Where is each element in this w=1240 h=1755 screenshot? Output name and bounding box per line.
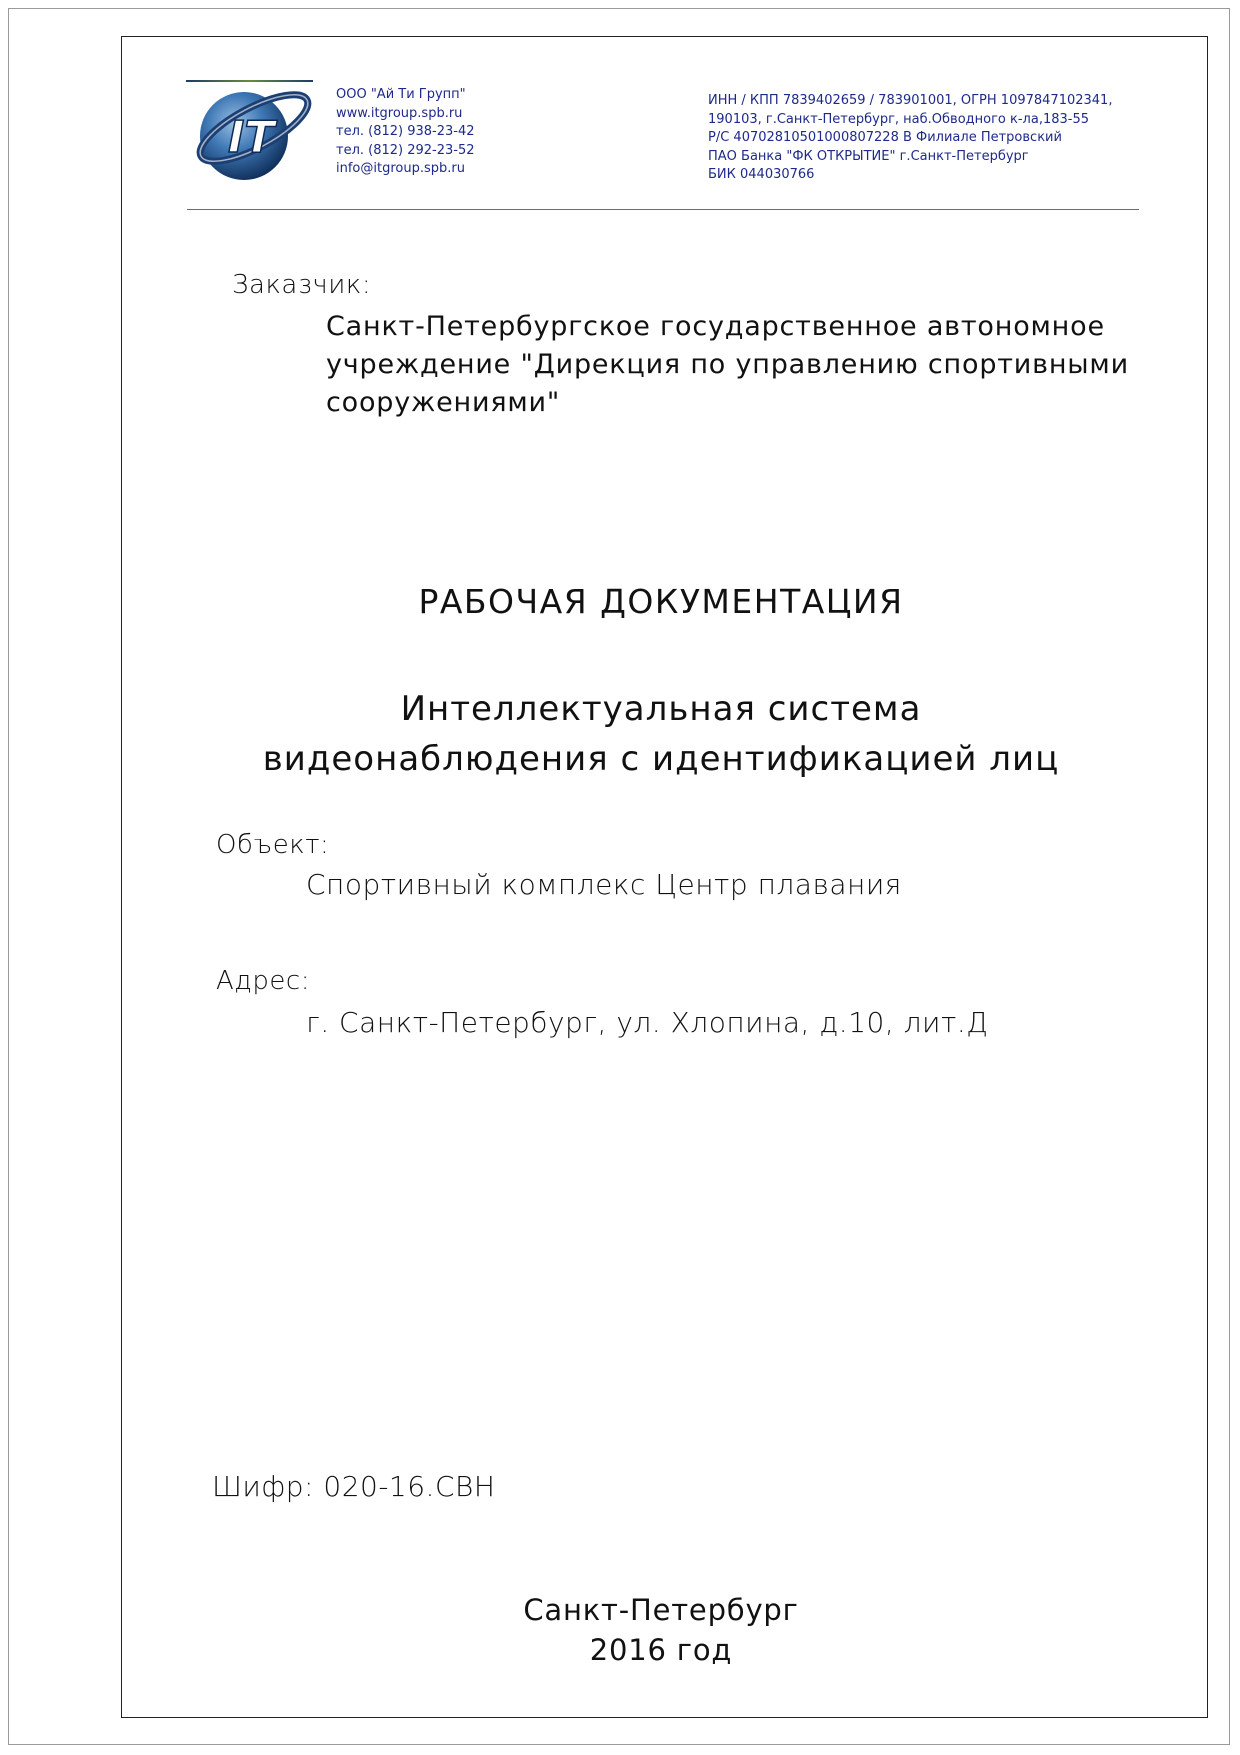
company-contacts [336,86,475,179]
system-title [0,684,1240,784]
object-label: Объект: [216,830,330,860]
document-title: РАБОЧАЯ ДОКУМЕНТАЦИЯ [418,582,904,621]
address-label: Адрес: [216,966,310,996]
customer-name-line-1: Санкт-Петербургское государственное автономное [326,311,1105,342]
company-phone-1: тел. (812) 938-23-42 [336,124,475,139]
customer-label: Заказчик: [232,270,372,300]
address-value: г. Санкт-Петербург, ул. Хлопина, д.10, лит.Д [306,1006,989,1039]
requisites-line-4: ПАО Банка "ФК ОТКРЫТИЕ" г.Санкт-Петербург [708,148,1029,164]
city-year-block [0,1590,1240,1670]
requisites-line-5: БИК 044030766 [708,167,815,182]
requisites-line-3: Р/С 40702810501000807228 В Филиале Петровский [708,130,1062,145]
logo-text: IT [228,112,275,163]
system-title-line-2: видеонаблюдения с идентификацией лиц [262,739,1060,779]
company-phone-2: тел. (812) 292-23-52 [336,142,475,158]
footer-year: 2016 год [589,1633,733,1667]
object-value: Спортивный комплекс Центр плавания [306,868,902,901]
company-name: ООО "Ай Ти Групп" [336,87,466,102]
company-logo-icon [186,78,316,186]
system-title-line-1: Интеллектуальная система [400,689,922,729]
header-divider [187,209,1139,210]
requisites-line-1: ИНН / КПП 7839402659 / 783901001, ОГРН 1097847102341, [708,93,1113,108]
company-website: www.itgroup.spb.ru [336,105,463,121]
customer-name-line-2: учреждение "Дирекция по управлению спортивными [326,349,1129,380]
footer-city: Санкт-Петербург [523,1593,799,1627]
document-cipher: Шифр: 020-16.СВН [212,1470,496,1503]
customer-name [326,308,1129,422]
company-requisites [708,92,1112,185]
customer-name-line-3: сооружениями" [326,387,561,418]
company-email: info@itgroup.spb.ru [336,161,465,176]
requisites-line-2: 190103, г.Санкт-Петербург, наб.Обводного к-ла,183-55 [708,111,1089,127]
